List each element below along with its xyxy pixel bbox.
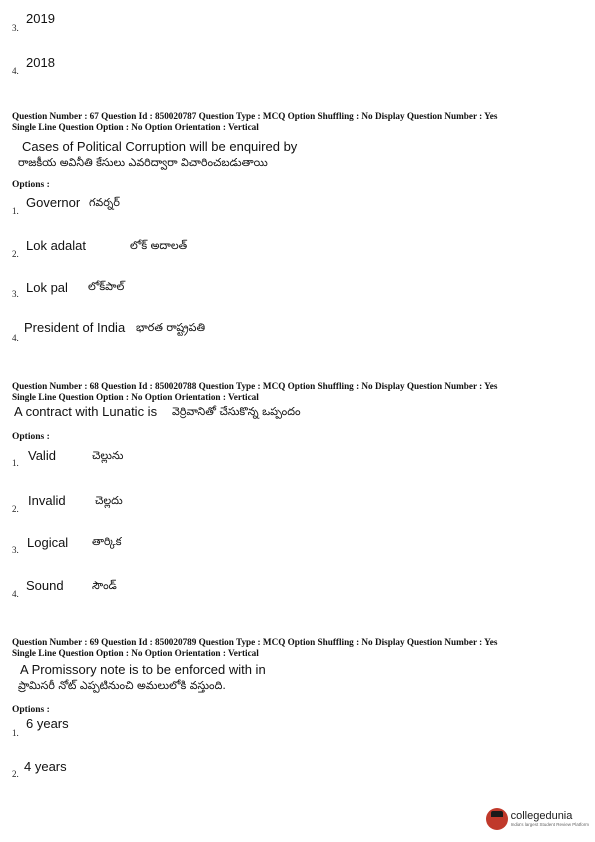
- option-number: 3.: [12, 545, 19, 555]
- options-label: Options :: [12, 705, 50, 715]
- options-label: Options :: [12, 180, 50, 190]
- option-number: 1.: [12, 206, 19, 216]
- option-number: 1.: [12, 728, 19, 738]
- question-meta-line: Question Number : 69 Question Id : 850020789 Question Type : MCQ Option Shuffling : No Display Question Number : Yes: [12, 637, 498, 647]
- question-meta-line: Single Line Question Option : No Option Orientation : Vertical: [12, 648, 259, 658]
- option-number: 2.: [12, 249, 19, 259]
- option-telugu: చెల్లదు: [95, 494, 123, 507]
- question-stem-english: A Promissory note is to be enforced with in: [20, 662, 266, 677]
- options-label: Options :: [12, 432, 50, 442]
- option-english: Invalid: [28, 493, 66, 508]
- option-telugu: భారత రాష్ట్రపతి: [136, 321, 206, 334]
- question-meta-line: Question Number : 68 Question Id : 850020788 Question Type : MCQ Option Shuffling : No Display Question Number : Yes: [12, 381, 498, 391]
- option-telugu: చెల్లును: [92, 449, 124, 462]
- brand-tagline: India's largest Student Review Platform: [510, 822, 589, 827]
- option-number: 4.: [12, 589, 19, 599]
- question-meta: [12, 637, 497, 659]
- option-telugu: తార్కిక: [92, 535, 122, 548]
- question-stem-telugu: ప్రామిసరీ నోట్ ఎప్పటినుంచి అమలులోకి వస్తుంది.: [18, 679, 226, 692]
- question-stem-english: Cases of Political Corruption will be enquired by: [22, 139, 298, 154]
- option-telugu: లోక్ అదాలత్: [130, 239, 188, 252]
- option-english: Lok pal: [26, 280, 68, 295]
- option-english: Governor: [26, 195, 81, 210]
- collegedunia-logo: [486, 808, 589, 830]
- option-number: 3.: [12, 289, 19, 299]
- brand-name: collegedunia: [510, 810, 573, 822]
- question-stem-telugu: వెర్రివానితో చేసుకొన్న ఒప్పందం: [172, 405, 301, 418]
- option-number: 3.: [12, 23, 19, 33]
- question-meta-line: Single Line Question Option : No Option Orientation : Vertical: [12, 122, 259, 132]
- question-meta-line: Question Number : 67 Question Id : 850020787 Question Type : MCQ Option Shuffling : No Display Question Number : Yes: [12, 111, 498, 121]
- logo-text-block: [511, 811, 589, 827]
- option-english: Logical: [27, 535, 69, 550]
- graduate-icon: [486, 808, 508, 830]
- option-number: 4.: [12, 66, 19, 76]
- option-telugu: సౌండ్: [92, 579, 117, 592]
- question-meta: [12, 111, 497, 133]
- option-number: 4.: [12, 333, 19, 343]
- option-english: Sound: [26, 578, 64, 593]
- question-stem-telugu: రాజకీయ అవినీతి కేసులు ఎవరిద్వారా విచారించబడుతాయి: [18, 156, 268, 169]
- option-number: 1.: [12, 458, 19, 468]
- option-english: Valid: [28, 448, 56, 463]
- question-stem-english: A contract with Lunatic is: [14, 404, 158, 419]
- option-telugu: గవర్నర్: [89, 196, 120, 209]
- option-english: Lok adalat: [26, 238, 86, 253]
- option-text: 2019: [26, 11, 55, 26]
- option-telugu: లోక్‌పాల్: [88, 280, 125, 293]
- option-english: 6 years: [26, 716, 69, 731]
- option-number: 2.: [12, 769, 19, 779]
- question-meta: [12, 381, 497, 403]
- option-number: 2.: [12, 504, 19, 514]
- option-english: President of India: [24, 320, 126, 335]
- option-english: 4 years: [24, 759, 67, 774]
- option-text: 2018: [26, 55, 55, 70]
- question-meta-line: Single Line Question Option : No Option Orientation : Vertical: [12, 392, 259, 402]
